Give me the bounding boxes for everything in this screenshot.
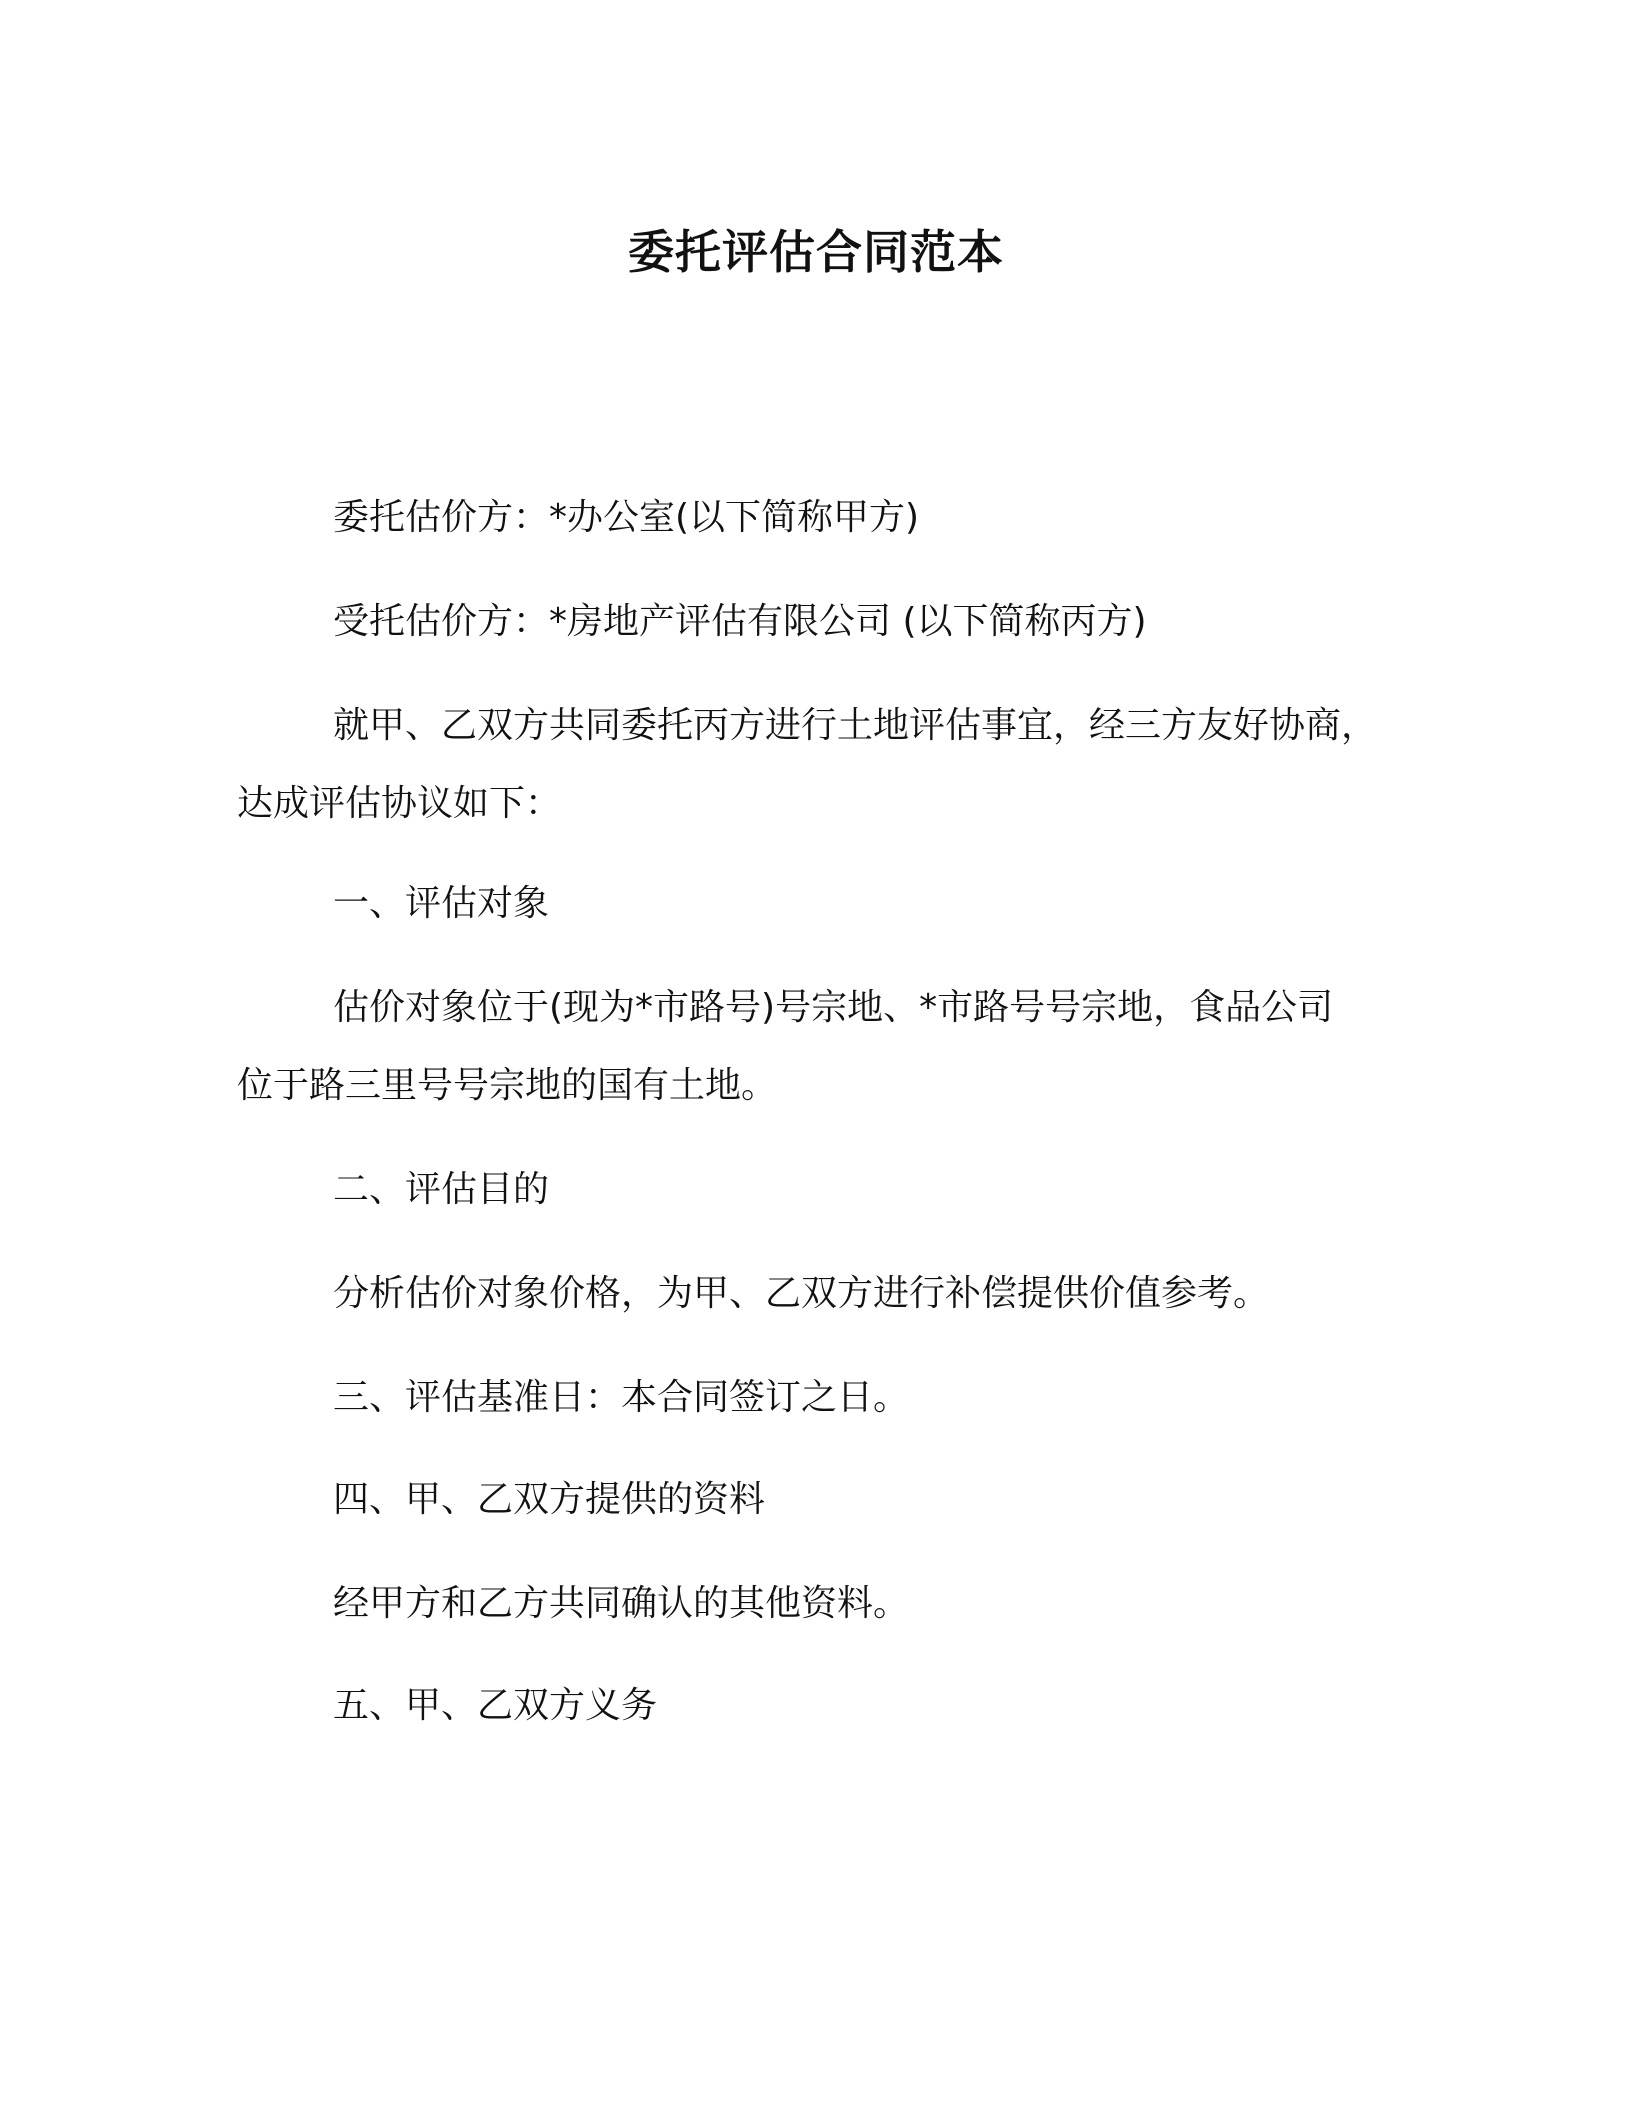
section-5-heading: 五、甲、乙双方义务 [333, 1685, 658, 1726]
section-2-text: 分析估价对象价格，为甲、乙双方进行补偿提供价值参考。 [333, 1273, 1270, 1314]
intro-line-2: 达成评估协议如下： [237, 783, 562, 824]
section-3-heading: 三、评估基准日：本合同签订之日。 [333, 1377, 910, 1418]
document-title: 委托评估合同范本 [628, 225, 1004, 279]
section-1-heading: 一、评估对象 [333, 883, 550, 924]
intro-line-1: 就甲、乙双方共同委托丙方进行土地评估事宜，经三方友好协商， [333, 705, 1378, 746]
appraiser-line: 受托估价方：*房地产评估有限公司 (以下简称丙方) [333, 601, 1147, 642]
section-2-heading: 二、评估目的 [333, 1169, 550, 1210]
section-1-text-line-2: 位于路三里号号宗地的国有土地。 [237, 1065, 778, 1106]
section-4-text: 经甲方和乙方共同确认的其他资料。 [333, 1583, 910, 1624]
section-4-heading: 四、甲、乙双方提供的资料 [333, 1479, 766, 1520]
section-1-text-line-1: 估价对象位于(现为*市路号)号宗地、*市路号号宗地，食品公司 [333, 987, 1334, 1028]
client-line: 委托估价方：*办公室(以下简称甲方) [333, 497, 920, 538]
